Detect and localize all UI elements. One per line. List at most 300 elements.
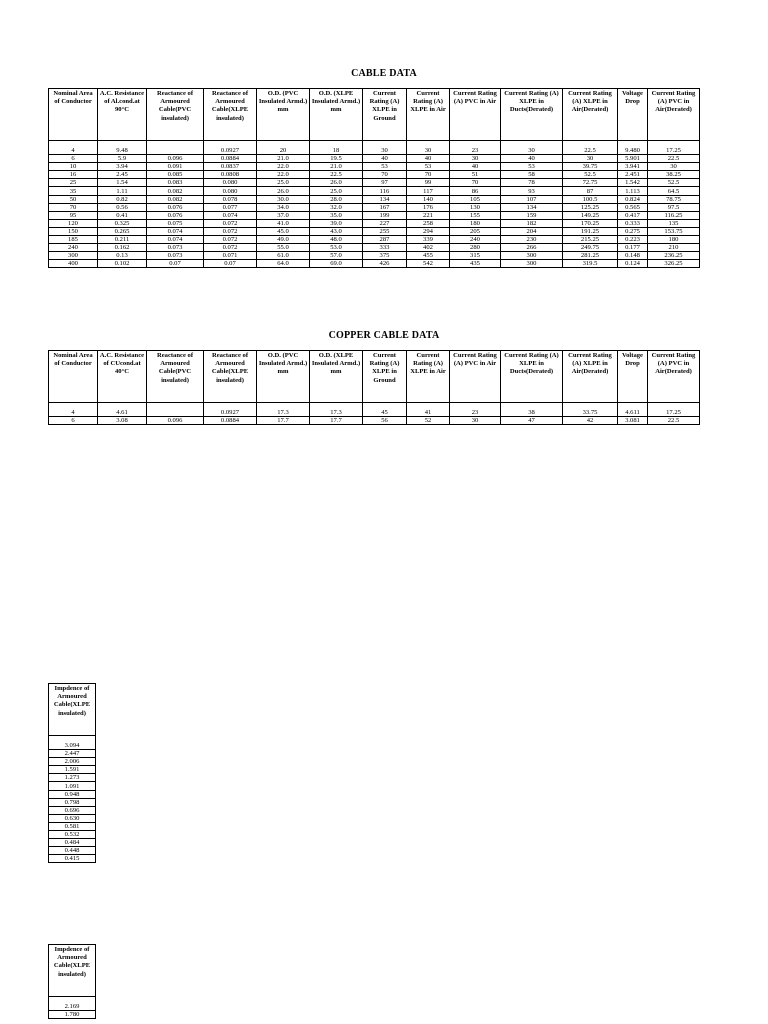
table-cell: 0.223 <box>618 236 648 244</box>
table-row <box>49 252 700 260</box>
table-cell: 0.080 <box>204 187 257 195</box>
table-cell: 0.630 <box>49 814 96 822</box>
table-cell: 0.0927 <box>204 147 257 155</box>
table-cell: 2.451 <box>618 171 648 179</box>
table-cell: 47 <box>501 417 563 425</box>
table-cell: 35.0 <box>310 211 363 219</box>
table-cell: 0.177 <box>618 244 648 252</box>
table-cell: 0.0837 <box>204 163 257 171</box>
table-cell: 40 <box>501 155 563 163</box>
table-cell: 53 <box>407 163 450 171</box>
column-header: Current Rating (A) XLPE in Ground <box>363 89 407 141</box>
table-cell: 30 <box>407 147 450 155</box>
table-cell: 17.3 <box>310 409 363 417</box>
table-cell: 39.0 <box>310 219 363 227</box>
table-cell: 155 <box>450 211 501 219</box>
table-cell: 52 <box>407 417 450 425</box>
table-cell: 455 <box>407 252 450 260</box>
table-cell: 45.0 <box>257 227 310 235</box>
table-row <box>49 211 700 219</box>
table-row <box>49 750 96 758</box>
table-cell: 26.0 <box>310 179 363 187</box>
table-row <box>49 806 96 814</box>
column-header: Voltage Drop <box>618 89 648 141</box>
table-cell: 22.0 <box>257 171 310 179</box>
table-cell: 70 <box>49 203 98 211</box>
table-cell: 333 <box>363 244 407 252</box>
table-cell: 210 <box>648 244 700 252</box>
column-header: Current Rating (A) PVC in Air(Derated) <box>648 351 700 403</box>
column-header: Reactance of Armoured Cable(XLPE insulated) <box>204 89 257 141</box>
table-cell: 97.5 <box>648 203 700 211</box>
table-row <box>49 790 96 798</box>
table-cell: 93 <box>501 187 563 195</box>
table-cell: 4.611 <box>618 409 648 417</box>
table-cell: 64.5 <box>648 187 700 195</box>
table-row <box>49 839 96 847</box>
table-cell: 45 <box>363 409 407 417</box>
table-cell: 266 <box>501 244 563 252</box>
table-cell: 34.0 <box>257 203 310 211</box>
table-cell: 0.072 <box>204 227 257 235</box>
table-cell: 35 <box>49 187 98 195</box>
table-cell: 0.071 <box>204 252 257 260</box>
table-cell: 221 <box>407 211 450 219</box>
table-cell: 240 <box>49 244 98 252</box>
table-cell <box>147 409 204 417</box>
table-row <box>49 236 700 244</box>
table-cell: 326.25 <box>648 260 700 268</box>
table-cell: 0.162 <box>98 244 147 252</box>
table-cell: 53.0 <box>310 244 363 252</box>
table-cell: 3.941 <box>618 163 648 171</box>
table-cell: 0.074 <box>147 236 204 244</box>
column-header: Current Rating (A) XLPE in Ducts(Derated) <box>501 89 563 141</box>
table-cell: 58 <box>501 171 563 179</box>
table-cell: 69.0 <box>310 260 363 268</box>
table-cell: 53 <box>501 163 563 171</box>
table-row <box>49 219 700 227</box>
table-cell: 25.0 <box>257 179 310 187</box>
column-header: Current Rating (A) XLPE in Air <box>407 351 450 403</box>
table-cell: 0.124 <box>618 260 648 268</box>
table-cell: 3.081 <box>618 417 648 425</box>
table-cell: 0.275 <box>618 227 648 235</box>
table-cell: 41 <box>407 409 450 417</box>
table-cell: 2.169 <box>49 1003 96 1011</box>
column-header: Impdence of Armoured Cable(XLPE insulated) <box>49 945 96 997</box>
table-cell: 40 <box>450 163 501 171</box>
table-cell: 180 <box>450 219 501 227</box>
table-cell: 0.265 <box>98 227 147 235</box>
table-cell: 22.5 <box>563 147 618 155</box>
table-cell: 3.94 <box>98 163 147 171</box>
table-cell: 0.080 <box>204 179 257 187</box>
table-cell: 3.08 <box>98 417 147 425</box>
table-cell: 0.56 <box>98 203 147 211</box>
table-cell: 2.447 <box>49 750 96 758</box>
table-cell: 72.75 <box>563 179 618 187</box>
table-cell <box>147 147 204 155</box>
table-cell: 87 <box>563 187 618 195</box>
table-row <box>49 409 700 417</box>
table-row <box>49 227 700 235</box>
table-cell: 319.5 <box>563 260 618 268</box>
table-cell: 0.0884 <box>204 155 257 163</box>
table-cell: 426 <box>363 260 407 268</box>
column-header: Nominal Area of Conductor <box>49 89 98 141</box>
table-cell: 9.480 <box>618 147 648 155</box>
table-cell: 52.5 <box>648 179 700 187</box>
table-cell: 0.41 <box>98 211 147 219</box>
table-cell: 116.25 <box>648 211 700 219</box>
table-cell: 33.75 <box>563 409 618 417</box>
table-cell: 19.5 <box>310 155 363 163</box>
table-cell: 0.076 <box>147 203 204 211</box>
table-cell: 0.072 <box>204 219 257 227</box>
table-cell: 402 <box>407 244 450 252</box>
copper-impedance-table <box>48 944 96 1019</box>
table-cell: 10 <box>49 163 98 171</box>
column-header: Current Rating (A) PVC in Air <box>450 89 501 141</box>
table-cell: 134 <box>501 203 563 211</box>
table-cell: 280 <box>450 244 501 252</box>
table-cell: 0.077 <box>204 203 257 211</box>
table-row <box>49 171 700 179</box>
table-row <box>49 742 96 750</box>
table-cell: 95 <box>49 211 98 219</box>
table-cell: 0.072 <box>204 236 257 244</box>
table-cell: 0.082 <box>147 195 204 203</box>
table-cell: 107 <box>501 195 563 203</box>
table-cell: 5.901 <box>618 155 648 163</box>
table-cell: 0.102 <box>98 260 147 268</box>
table-cell: 32.0 <box>310 203 363 211</box>
table-cell: 0.082 <box>147 187 204 195</box>
table-cell: 17.7 <box>257 417 310 425</box>
table-cell: 1.273 <box>49 774 96 782</box>
table-cell: 105 <box>450 195 501 203</box>
table-cell: 6 <box>49 417 98 425</box>
column-header: Reactance of Armoured Cable(PVC insulated) <box>147 351 204 403</box>
table-cell: 49.0 <box>257 236 310 244</box>
table-row <box>49 758 96 766</box>
table-cell: 170.25 <box>563 219 618 227</box>
table-cell: 0.096 <box>147 155 204 163</box>
table-row <box>49 187 700 195</box>
table-cell: 9.48 <box>98 147 147 155</box>
table-cell: 4 <box>49 409 98 417</box>
table-cell: 30 <box>363 147 407 155</box>
table-cell: 21.0 <box>310 163 363 171</box>
table-cell: 125.25 <box>563 203 618 211</box>
table-cell: 185 <box>49 236 98 244</box>
table-cell: 0.484 <box>49 839 96 847</box>
table-cell: 230 <box>501 236 563 244</box>
table-cell: 0.824 <box>618 195 648 203</box>
table-cell: 1.113 <box>618 187 648 195</box>
table-cell: 375 <box>363 252 407 260</box>
table-cell: 542 <box>407 260 450 268</box>
table-cell: 61.0 <box>257 252 310 260</box>
table-row <box>49 847 96 855</box>
table-row <box>49 244 700 252</box>
table-cell: 78.75 <box>648 195 700 203</box>
table-cell: 150 <box>49 227 98 235</box>
table-cell: 0.083 <box>147 179 204 187</box>
table-cell: 64.0 <box>257 260 310 268</box>
table-cell: 0.075 <box>147 219 204 227</box>
copper-cable-data-title: COPPER CABLE DATA <box>328 330 440 341</box>
table-cell: 0.82 <box>98 195 147 203</box>
table-cell: 17.25 <box>648 147 700 155</box>
table-row <box>49 855 96 863</box>
table-cell: 21.0 <box>257 155 310 163</box>
table-cell: 0.448 <box>49 847 96 855</box>
column-header: Current Rating (A) XLPE in Ground <box>363 351 407 403</box>
table-cell: 0.073 <box>147 252 204 260</box>
table-row <box>49 155 700 163</box>
column-header: Reactance of Armoured Cable(XLPE insulated) <box>204 351 257 403</box>
table-cell: 0.532 <box>49 831 96 839</box>
cable-data-table <box>48 88 700 268</box>
column-header: O.D. (PVC Insulated Armd.) mm <box>257 89 310 141</box>
table-row <box>49 203 700 211</box>
table-cell: 176 <box>407 203 450 211</box>
table-cell: 6 <box>49 155 98 163</box>
column-header: O.D. (XLPE Insulated Armd.) mm <box>310 89 363 141</box>
table-cell: 22.5 <box>310 171 363 179</box>
table-cell: 0.333 <box>618 219 648 227</box>
table-cell: 204 <box>501 227 563 235</box>
table-cell: 0.581 <box>49 822 96 830</box>
column-header: A.C. Resistance of CUcond.at 40°C <box>98 351 147 403</box>
table-cell: 0.096 <box>147 417 204 425</box>
table-row <box>49 179 700 187</box>
column-header: Current Rating (A) PVC in Air <box>450 351 501 403</box>
table-cell: 20 <box>257 147 310 155</box>
table-row <box>49 766 96 774</box>
table-cell: 41.0 <box>257 219 310 227</box>
table-cell: 315 <box>450 252 501 260</box>
aluminium-impedance-table <box>48 683 96 863</box>
column-header: Current Rating (A) XLPE in Air(Derated) <box>563 89 618 141</box>
table-row <box>49 822 96 830</box>
table-cell: 22.0 <box>257 163 310 171</box>
column-header: Reactance of Armoured Cable(PVC insulated) <box>147 89 204 141</box>
table-cell: 236.25 <box>648 252 700 260</box>
cable-data-title: CABLE DATA <box>351 68 417 79</box>
table-row <box>49 814 96 822</box>
table-cell: 18 <box>310 147 363 155</box>
table-cell: 30 <box>648 163 700 171</box>
table-cell: 0.211 <box>98 236 147 244</box>
table-cell: 23 <box>450 147 501 155</box>
table-cell: 4.61 <box>98 409 147 417</box>
table-cell: 30 <box>563 155 618 163</box>
table-row <box>49 260 700 268</box>
table-cell: 1.11 <box>98 187 147 195</box>
table-cell: 25 <box>49 179 98 187</box>
table-cell: 153.75 <box>648 227 700 235</box>
table-row <box>49 1011 96 1019</box>
table-cell: 0.948 <box>49 790 96 798</box>
table-cell: 39.75 <box>563 163 618 171</box>
table-cell: 40 <box>407 155 450 163</box>
table-cell: 25.0 <box>310 187 363 195</box>
table-cell: 0.696 <box>49 806 96 814</box>
table-cell: 149.25 <box>563 211 618 219</box>
table-cell: 50 <box>49 195 98 203</box>
table-row <box>49 417 700 425</box>
table-cell: 120 <box>49 219 98 227</box>
table-row <box>49 195 700 203</box>
table-cell: 159 <box>501 211 563 219</box>
table-cell: 130 <box>450 203 501 211</box>
table-cell: 0.073 <box>147 244 204 252</box>
table-cell: 48.0 <box>310 236 363 244</box>
table-cell: 0.074 <box>204 211 257 219</box>
table-cell: 86 <box>450 187 501 195</box>
column-header: O.D. (PVC Insulated Armd.) mm <box>257 351 310 403</box>
table-cell: 0.417 <box>618 211 648 219</box>
table-cell: 99 <box>407 179 450 187</box>
table-cell: 1.591 <box>49 766 96 774</box>
table-cell: 55.0 <box>257 244 310 252</box>
table-cell: 52.5 <box>563 171 618 179</box>
table-cell: 0.07 <box>204 260 257 268</box>
table-cell: 281.25 <box>563 252 618 260</box>
table-cell: 22.5 <box>648 417 700 425</box>
table-cell: 38 <box>501 409 563 417</box>
table-cell: 287 <box>363 236 407 244</box>
table-cell: 180 <box>648 236 700 244</box>
table-cell: 70 <box>363 171 407 179</box>
table-cell: 70 <box>450 179 501 187</box>
table-cell: 0.798 <box>49 798 96 806</box>
table-cell: 78 <box>501 179 563 187</box>
table-cell: 17.7 <box>310 417 363 425</box>
table-cell: 1.54 <box>98 179 147 187</box>
table-cell: 255 <box>363 227 407 235</box>
table-cell: 249.75 <box>563 244 618 252</box>
table-cell: 0.074 <box>147 227 204 235</box>
table-cell: 40 <box>363 155 407 163</box>
table-cell: 0.415 <box>49 855 96 863</box>
table-cell: 215.25 <box>563 236 618 244</box>
table-cell: 0.565 <box>618 203 648 211</box>
table-cell: 16 <box>49 171 98 179</box>
column-header: Current Rating (A) XLPE in Ducts(Derated) <box>501 351 563 403</box>
table-cell: 2.006 <box>49 758 96 766</box>
table-cell: 1.542 <box>618 179 648 187</box>
table-row <box>49 798 96 806</box>
table-cell: 0.325 <box>98 219 147 227</box>
table-cell: 258 <box>407 219 450 227</box>
table-cell: 57.0 <box>310 252 363 260</box>
table-cell: 240 <box>450 236 501 244</box>
table-cell: 100.5 <box>563 195 618 203</box>
table-cell: 294 <box>407 227 450 235</box>
table-cell: 17.3 <box>257 409 310 417</box>
table-cell: 23 <box>450 409 501 417</box>
table-cell: 0.091 <box>147 163 204 171</box>
table-cell: 0.072 <box>204 244 257 252</box>
table-cell: 70 <box>407 171 450 179</box>
table-cell: 117 <box>407 187 450 195</box>
table-cell: 0.076 <box>147 211 204 219</box>
table-row <box>49 782 96 790</box>
column-header: Nominal Area of Conductor <box>49 351 98 403</box>
table-cell: 300 <box>49 252 98 260</box>
table-cell: 4 <box>49 147 98 155</box>
column-header: A.C. Resistance of Al.cond.at 90°C <box>98 89 147 141</box>
table-cell: 227 <box>363 219 407 227</box>
column-header: Current Rating (A) XLPE in Air(Derated) <box>563 351 618 403</box>
table-cell: 0.078 <box>204 195 257 203</box>
table-cell: 51 <box>450 171 501 179</box>
table-cell: 26.0 <box>257 187 310 195</box>
copper-cable-data-table <box>48 350 700 425</box>
table-cell: 53 <box>363 163 407 171</box>
table-cell: 0.0927 <box>204 409 257 417</box>
table-cell: 205 <box>450 227 501 235</box>
table-cell: 400 <box>49 260 98 268</box>
table-cell: 5.9 <box>98 155 147 163</box>
table-cell: 56 <box>363 417 407 425</box>
table-cell: 199 <box>363 211 407 219</box>
table-cell: 0.13 <box>98 252 147 260</box>
table-cell: 1.780 <box>49 1011 96 1019</box>
table-cell: 17.25 <box>648 409 700 417</box>
table-cell: 167 <box>363 203 407 211</box>
table-row <box>49 774 96 782</box>
table-cell: 2.45 <box>98 171 147 179</box>
table-cell: 42 <box>563 417 618 425</box>
column-header: Impdence of Armoured Cable(XLPE insulated) <box>49 684 96 736</box>
table-cell: 38.25 <box>648 171 700 179</box>
table-row <box>49 831 96 839</box>
table-cell: 134 <box>363 195 407 203</box>
table-cell: 43.0 <box>310 227 363 235</box>
table-cell: 22.5 <box>648 155 700 163</box>
table-cell: 1.091 <box>49 782 96 790</box>
table-cell: 435 <box>450 260 501 268</box>
table-cell: 182 <box>501 219 563 227</box>
table-cell: 30 <box>501 147 563 155</box>
table-cell: 30 <box>450 417 501 425</box>
table-cell: 135 <box>648 219 700 227</box>
table-cell: 0.0808 <box>204 171 257 179</box>
table-cell: 339 <box>407 236 450 244</box>
table-cell: 0.0884 <box>204 417 257 425</box>
table-row <box>49 147 700 155</box>
table-cell: 30.0 <box>257 195 310 203</box>
table-cell: 300 <box>501 260 563 268</box>
table-cell: 0.07 <box>147 260 204 268</box>
table-cell: 3.094 <box>49 742 96 750</box>
column-header: Current Rating (A) XLPE in Air <box>407 89 450 141</box>
column-header: Voltage Drop <box>618 351 648 403</box>
table-row <box>49 1003 96 1011</box>
column-header: O.D. (XLPE Insulated Armd.) mm <box>310 351 363 403</box>
table-cell: 37.0 <box>257 211 310 219</box>
table-cell: 97 <box>363 179 407 187</box>
table-row <box>49 163 700 171</box>
table-cell: 191.25 <box>563 227 618 235</box>
table-cell: 0.085 <box>147 171 204 179</box>
column-header: Current Rating (A) PVC in Air(Derated) <box>648 89 700 141</box>
